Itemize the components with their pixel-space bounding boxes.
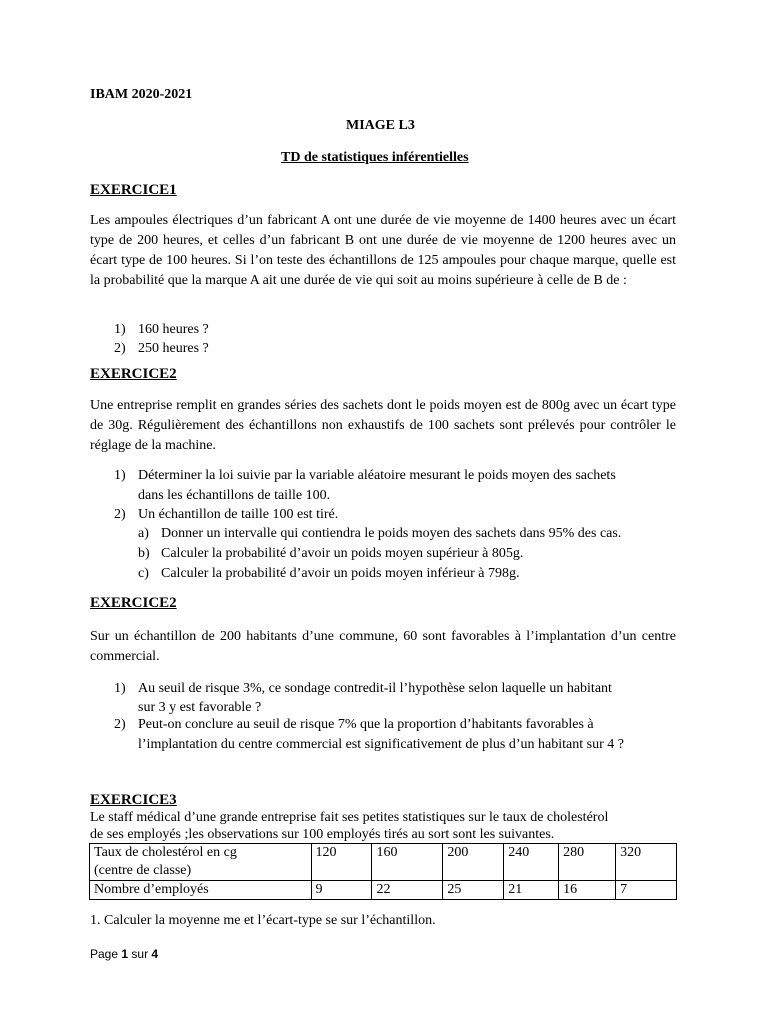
- table-cell: 320: [616, 844, 677, 881]
- table-cell: 7: [616, 881, 677, 900]
- table-cell: 25: [443, 881, 504, 900]
- exercise3-heading: EXERCICE3: [90, 792, 177, 808]
- table-row-label: [90, 844, 312, 881]
- table-row: [90, 881, 677, 900]
- exercise2-heading: EXERCICE2: [90, 366, 177, 382]
- table-row-label: Nombre d’employés: [90, 881, 312, 900]
- table-cell: 160: [372, 844, 443, 881]
- exercise2b-q1-line2: sur 3 y est favorable ?: [138, 700, 262, 715]
- header-program: MIAGE L3: [346, 118, 415, 133]
- exercise1-heading: EXERCICE1: [90, 182, 177, 198]
- page-number: 1: [121, 947, 129, 961]
- exercise2-text: Une entreprise remplit en grandes séries des sachets dont le poids moyen est de 800g avec un écart type de 30g. Régulièrement des échantillons non exhaustifs de 100 sachets sont prélevés pour contrôler le réglage de la machine.: [90, 398, 676, 453]
- rate-label: Taux de cholestérol en cg: [94, 845, 237, 860]
- item-number: 2): [114, 717, 126, 732]
- header-institution: IBAM 2020-2021: [90, 87, 193, 102]
- item-number: 2): [114, 341, 126, 356]
- item-number: 1): [114, 322, 126, 337]
- rate-label-sub: (centre de classe): [94, 863, 192, 878]
- exercise2-subitem-text: Calculer la probabilité d’avoir un poids moyen supérieur à 805g.: [161, 546, 524, 561]
- subitem-letter: c): [138, 566, 149, 581]
- exercise1-item-text: 160 heures ?: [138, 322, 209, 337]
- subitem-letter: b): [138, 546, 150, 561]
- table-cell: 280: [559, 844, 616, 881]
- table-row: [90, 844, 677, 881]
- subitem-letter: a): [138, 526, 149, 541]
- exercise2-q1-line2: dans les échantillons de taille 100.: [138, 488, 331, 503]
- exercise1-item: [114, 339, 126, 358]
- exercise3-line2: de ses employés ;les observations sur 100 employés tirés au sort sont les suivantes.: [90, 827, 555, 842]
- exercise2b-heading: EXERCICE2: [90, 595, 177, 611]
- page-sur: sur: [131, 947, 149, 961]
- item-number: 1): [114, 468, 126, 483]
- exercise2b-q2-line1: Peut-on conclure au seuil de risque 7% que la proportion d’habitants favorables à: [138, 717, 594, 732]
- exercise3-question: 1. Calculer la moyenne me et l’écart-type se sur l’échantillon.: [90, 913, 436, 928]
- exercise2b-q1-line1: Au seuil de risque 3%, ce sondage contredit-il l’hypothèse selon laquelle un habitant: [138, 681, 612, 696]
- page-label: Page: [90, 947, 119, 961]
- table-cell: 22: [372, 881, 443, 900]
- item-number: 1): [114, 681, 126, 696]
- table-cell: 9: [311, 881, 372, 900]
- exercise2-subitem-text: Calculer la probabilité d’avoir un poids moyen inférieur à 798g.: [161, 566, 520, 581]
- table-cell: 16: [559, 881, 616, 900]
- exercise3-line1: Le staff médical d’une grande entreprise fait ses petites statistiques sur le taux de cholestérol: [90, 810, 609, 825]
- exercise2-q2: Un échantillon de taille 100 est tiré.: [138, 507, 339, 522]
- page-total: 4: [151, 947, 159, 961]
- table-cell: 240: [504, 844, 559, 881]
- table-cell: 200: [443, 844, 504, 881]
- exercise1-text: Les ampoules électriques d’un fabricant A ont une durée de vie moyenne de 1400 heures avec un écart type de 200 heures, et celles d’un fabricant B ont une durée de vie moyenne de 1200 heures avec un écart type de 100 heures. Si l’on teste des échantillons de 125 ampoules pour chaque marque, quelle est la probabilité que la marque A ait une durée de vie qui soit au moins supérieure à celle de B de :: [90, 213, 676, 288]
- document-title: TD de statistiques inférentielles: [281, 150, 469, 165]
- cholesterol-table: [89, 843, 677, 900]
- exercise2b-q2-line2: l’implantation du centre commercial est significativement de plus d’un habitant sur 4 ?: [138, 737, 624, 752]
- exercise2-subitem-text: Donner un intervalle qui contiendra le poids moyen des sachets dans 95% des cas.: [161, 526, 622, 541]
- exercise1-item: [114, 320, 126, 339]
- table-cell: 21: [504, 881, 559, 900]
- page-footer: [90, 947, 158, 961]
- exercise2b-text: Sur un échantillon de 200 habitants d’une commune, 60 sont favorables à l’implantation d’un centre commercial.: [90, 629, 676, 664]
- item-number: 2): [114, 507, 126, 522]
- table-cell: 120: [311, 844, 372, 881]
- exercise1-item-text: 250 heures ?: [138, 341, 209, 356]
- exercise2-q1-line1: Déterminer la loi suivie par la variable aléatoire mesurant le poids moyen des sachets: [138, 468, 616, 483]
